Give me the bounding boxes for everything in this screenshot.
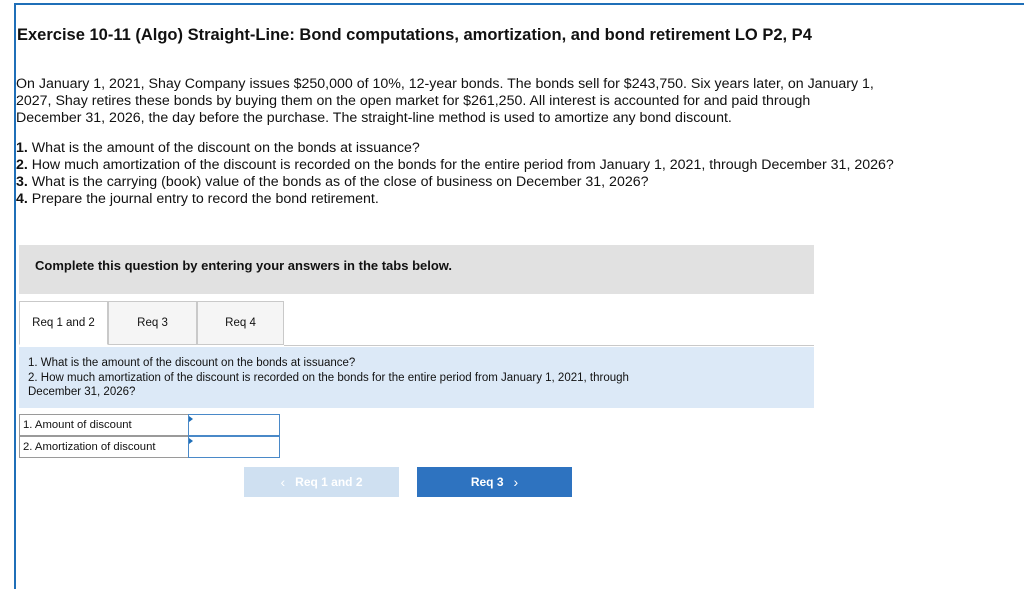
question-number: 4. (16, 191, 28, 207)
prev-req-label: Req 1 and 2 (295, 475, 363, 489)
panel-line: 2. How much amortization of the discount is recorded on the bonds for the entire period from January 1, 2021, through (28, 371, 629, 384)
tab-req-4[interactable]: Req 4 (197, 301, 284, 345)
problem-description (16, 76, 896, 127)
question-number: 1. (16, 140, 28, 156)
instruction-banner (19, 245, 814, 294)
question-item (16, 140, 896, 157)
panel-text (28, 356, 788, 400)
question-item (16, 174, 896, 191)
question-text: How much amortization of the discount is recorded on the bonds for the entire period from January 1, 2021, through December 31, 2026? (27, 157, 894, 173)
question-text: What is the amount of the discount on the bonds at issuance? (27, 140, 420, 156)
discount-amount-input[interactable] (188, 414, 280, 436)
question-text: Prepare the journal entry to record the bond retirement. (27, 191, 379, 207)
chevron-left-icon: ‹ (280, 474, 286, 490)
question-panel (19, 347, 814, 408)
question-number: 3. (16, 174, 28, 190)
question-text: What is the carrying (book) value of the bonds as of the close of business on December 31, 2026? (27, 174, 649, 190)
question-number: 2. (16, 157, 28, 173)
question-item (16, 157, 896, 174)
input-marker-icon (189, 438, 193, 444)
panel-line: 1. What is the amount of the discount on the bonds at issuance? (28, 357, 356, 369)
tab-req-3[interactable]: Req 3 (108, 301, 197, 345)
tab-req-1-and-2[interactable]: Req 1 and 2 (19, 301, 108, 345)
next-req-button[interactable] (417, 467, 572, 497)
problem-line: 2027, Shay retires these bonds by buying them on the open market for $261,250. All interest is accounted for and paid through (16, 93, 811, 109)
input-marker-icon (189, 416, 193, 422)
answer-label-amortization: 2. Amortization of discount (19, 436, 189, 458)
question-list (16, 140, 896, 208)
answer-label-discount: 1. Amount of discount (19, 414, 189, 436)
prev-req-button[interactable] (244, 467, 399, 497)
amortization-amount-input[interactable] (188, 436, 280, 458)
instruction-text: Complete this question by entering your answers in the tabs below. (35, 258, 453, 273)
question-item (16, 191, 896, 208)
problem-line: December 31, 2026, the day before the purchase. The straight-line method is used to amortize any bond discount. (16, 110, 732, 126)
tab-divider (284, 345, 814, 346)
next-req-label: Req 3 (470, 475, 504, 489)
problem-line: On January 1, 2021, Shay Company issues $250,000 of 10%, 12-year bonds. The bonds sell for $243,750. Six years later, on January 1, (16, 76, 874, 92)
chevron-right-icon: › (513, 474, 519, 490)
panel-line: December 31, 2026? (28, 386, 136, 398)
frame-top-border (14, 3, 1024, 5)
page-title: Exercise 10-11 (Algo) Straight-Line: Bond computations, amortization, and bond retirement LO P2, P4 (17, 26, 812, 44)
